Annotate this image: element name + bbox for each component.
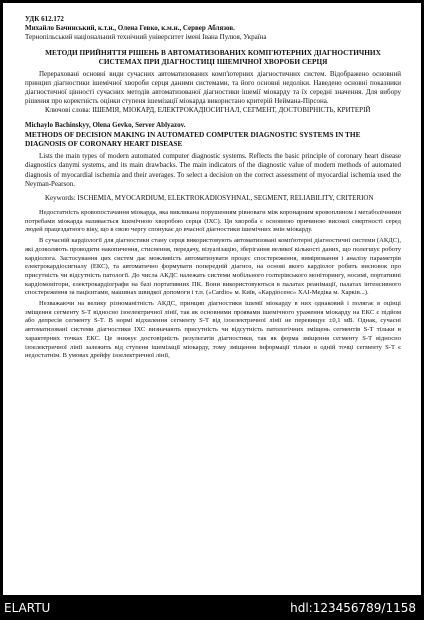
- body-paragraph: Недостатність кровопостачання міокарда, яка викликана порушенням рівноваги між коронарним кровоплином і метаболічними потребами міокарда називається ішемічною хворобою серця (ІХС). Ця хвороба є основною причиною високої смертності серед людей працездатного віку, що в свою чергу спонукає до вчасної діагностики ішемічних змін міокарду.: [25, 209, 401, 234]
- authors-en: Michaylo Bachinskyy, Olena Gevko, Server Ablyazov.: [25, 121, 186, 129]
- document-page: [3, 3, 421, 595]
- authors-ua: Михайло Бачинський, к.т.н., Олена Гевко, к.м.н., Сервер Аблязов.: [25, 24, 235, 32]
- keywords-en: Keywords: ISCHEMIA, MYOCARDIUM, ELEKTROKADIOSYHNAL, SEGMENT, RELIABILITY, CRITERION: [45, 193, 374, 202]
- keywords-ua: Ключові слова: ІШЕМІЯ, МІОКАРД, ЕЛЕКТРОКАДІОСИГНАЛ, СЕГМЕНТ, ДОСТОВІРНІСТЬ, КРИТЕРІЙ: [45, 106, 371, 114]
- abstract-en: Lists the main types of modern automated computer diagnostic systems. Reflects the basic principle of coronary heart disease diagnostics danymi systems, and its main drawbacks. The main indicators of the diagnostic value of modern methods of automated diagnosis of myocardial ischemia and their averages. To select a decision on the correct assessment of myocardial ischemia used the Neyman-Pearson.: [25, 152, 401, 189]
- abstract-ua: Перераховані основні види сучасних автоматизованих комп'ютерних діагностичних систем. Відображено основний принцип діагностики ішемічної хвороби серця даними системами, та його основні недоліки. Наведено основні показники діагностичної цінності сучасних методів автоматизованої діагностики ішемії міокарду та їх середні значення. Для вибору рішення про коректність оцінки ступеня ішемізації міокарда використано критерій Неймана-Пірсона.: [25, 70, 401, 105]
- footer-bar: [0, 595, 424, 620]
- body-paragraph: Незважаючи на велику різноманітність АКДС, принцип діагностики ішемії міокарду в них однаковий і полягає в оцінці зміщення сегменту S-T відносно ізоелектричної лінії, так як основними проявами ішемічного ураження міокарду на ЕКС є підйом або депресія сегменту S-T. В нормі відхилення сегменту S-T від ізоелектричної лінії не перевищує ±0,1 мВ. Однак, сучасні автоматизовані системи діагностики ІХС визначають присутність чи відсутність патологічних зміщень сегментів S-T тільки в характерних точках ЕКС. Це знижує достовірність результатів діагностики, так як форма зміщення сегменту S-T відносно ізоелектричної лінії залежить від ступеня ішемізації міокарду, тому зміщення інформації тільки в одній точці сегменту S-T є недостатнім. В умовах дрейфу ізоелектричної лінії,: [25, 300, 401, 360]
- title-en: METHODS OF DECISION MAKING IN AUTOMATED COMPUTER DIAGNOSTIC SYSTEMS IN THE DIAGNOSIS OF CORONARY HEART DISEASE: [25, 130, 361, 148]
- affiliation: Тернопільський національний технічний університет імені Івана Пулюя, Україна: [25, 33, 267, 41]
- body-paragraph: В сучасній кардіології для діагностики стану серця використовують автоматизовані комп'ютерні діагностичні системи (АКДС), які дозволяють проводити накопичення, стиснення, передачу, візуалізацію, зберігання великої кількості даних, що полегшує роботу кардіолога. Застосування цих систем дає можливість автоматизувати процес спостереження, вимірювання і аналізу параметрів електрокардіосигналу (ЕКС), та автоматично формувати попередній діагноз, на основі якого кардіолог робить висновок про присутність чи відсутність патології. До числа АКДС належать системи мобільного голтерівського моніторингу, носимі, портативні кардіомонітори, електрокардіографи на базі портативних ПК. Вони використовуються в палатах реанімації, палатах інтенсивного спостереження за пацієнтами, машинах швидкої допомоги і т.п. («Cardio» м. Київ, «Кардіосенс» ХАІ-Медіка м. Харків...).: [25, 237, 401, 297]
- udc-code: УДК 612.172: [25, 15, 64, 23]
- title-ua: МЕТОДИ ПРИЙНЯТТЯ РІШЕНЬ В АВТОМАТИЗОВАНИХ КОМП'ЮТЕРНИХ ДІАГНОСТИЧНИХ СИСТЕМАХ ПРИ ДІАГНОСТИЦІ ІШЕМІЧНОЇ ХВОРОБИ СЕРЦЯ: [45, 48, 381, 66]
- footer-handle[interactable]: hdl:123456789/1158: [290, 601, 416, 615]
- footer-repository-label: ELARTU: [4, 601, 51, 615]
- article-content: [25, 15, 401, 361]
